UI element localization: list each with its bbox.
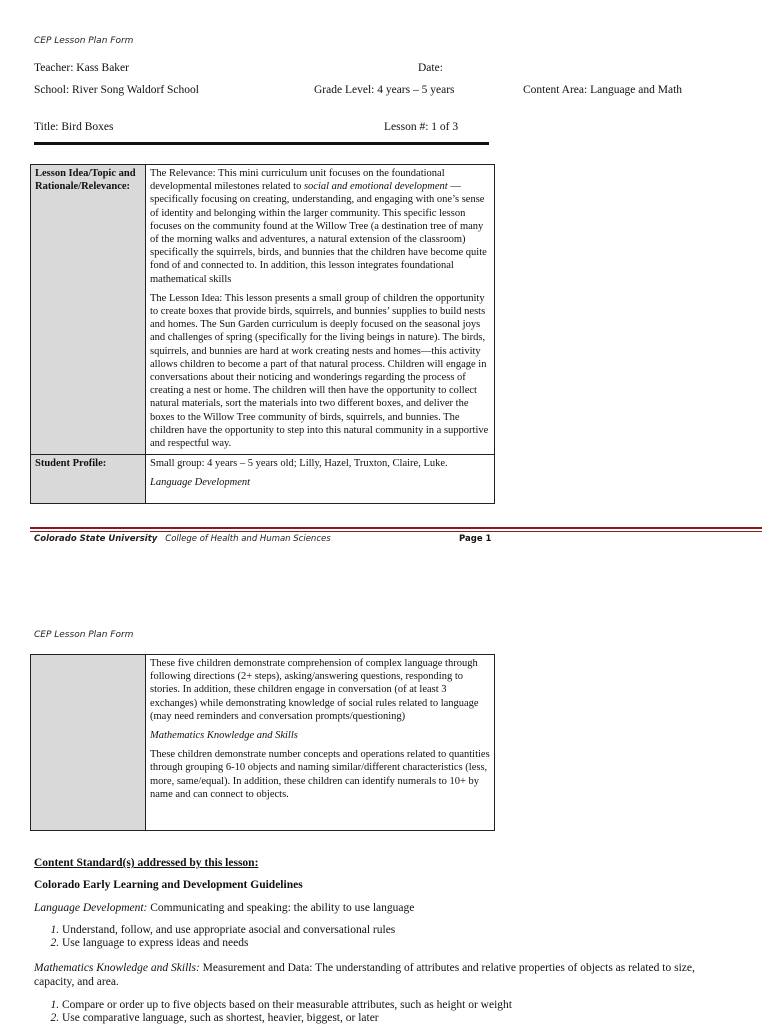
- header-rule: [34, 142, 489, 145]
- footer-department: College of Health and Human Sciences: [165, 534, 331, 544]
- student-profile-text: Small group: 4 years – 5 years old; Lilly, Hazel, Truxton, Claire, Luke.: [150, 458, 448, 470]
- blank-label-cell: [31, 655, 146, 831]
- lesson-idea-paragraph: The Lesson Idea: This lesson presents a small group of children the opportunity to create boxes that provide birds, squirrels, and bunnies’ supplies to build nests and homes. The Sun Garden curriculum is deeply focused on the seasonal joys and challenges of spring (specifically for the living beings in nature). The birds, squirrels, and bunnies are hard at work creating nests and homes—this activity allows children to become a part of that natural process. Children will engage in conversations about their noticing and wonderings regarding the process of creating a nest or home. The children will then have the opportunity to collect natural materials, sort the materials into two different boxes, and deliver the boxes to the Willow Tree community of birds, squirrels, and bunnies. The children have the opportunity to step into this natural community in a supportive and respectful way.: [150, 292, 489, 450]
- list-item: 2. Use language to express ideas and needs: [62, 937, 762, 950]
- form-title-page2: CEP Lesson Plan Form: [34, 630, 134, 640]
- relevance-paragraph: [150, 167, 490, 286]
- footer-university: Colorado State University: [34, 534, 158, 544]
- lesson-idea-cell: [146, 165, 495, 455]
- student-profile-label: Student Profile:: [31, 455, 146, 504]
- relevance-text: The Relevance: This mini curriculum unit focuses on the foundational developmental milestones related to: [150, 168, 445, 193]
- guidelines-heading: Colorado Early Learning and Development Guidelines: [34, 879, 303, 891]
- math-heading: Mathematics Knowledge and Skills: [150, 730, 298, 742]
- page-number: Page 1: [459, 534, 492, 544]
- math-standards-list: [24, 999, 762, 1025]
- lesson-idea-label: Lesson Idea/Topic and Rationale/Relevance:: [31, 165, 146, 455]
- footer-rule: [30, 527, 762, 529]
- form-title: CEP Lesson Plan Form: [34, 36, 134, 46]
- teacher-field: Teacher: Kass Baker: [34, 62, 129, 74]
- language-standard-text: Communicating and speaking: the ability to use language: [147, 902, 415, 914]
- student-profile-continued-cell: [146, 655, 495, 831]
- date-field: Date:: [418, 62, 443, 74]
- footer: [34, 534, 331, 544]
- student-profile-cell: [146, 455, 495, 504]
- lesson-title-field: Title: Bird Boxes: [34, 121, 114, 133]
- table-row: [31, 655, 495, 831]
- table-row: [31, 165, 495, 455]
- table-row: [31, 455, 495, 504]
- language-standards-list: [24, 924, 762, 950]
- list-item: 1. Compare or order up to five objects based on their measurable attributes, such as height or weight: [62, 999, 762, 1012]
- lesson-table: [30, 164, 495, 504]
- school-field: School: River Song Waldorf School: [34, 84, 199, 96]
- content-area-field: Content Area: Language and Math: [523, 84, 683, 96]
- language-development-heading: Language Development: [150, 477, 251, 489]
- grade-level-field: Grade Level: 4 years – 5 years: [314, 84, 455, 96]
- list-item: 2. Use comparative language, such as shortest, heavier, biggest, or later: [62, 1012, 762, 1025]
- footer-rule-thin: [30, 531, 762, 532]
- math-standard-label: Mathematics Knowledge and Skills:: [34, 962, 200, 974]
- math-standard-text: Measurement and Data: The understanding of attributes and relative properties of objects as related to size, capacity, and area.: [34, 962, 695, 988]
- language-standard: [34, 901, 414, 915]
- lesson-number-field: Lesson #: 1 of 3: [384, 121, 459, 133]
- lesson-table-continued: [30, 654, 495, 831]
- content-standards-heading: Content Standard(s) addressed by this lesson:: [34, 857, 259, 869]
- math-paragraph: These children demonstrate number concepts and operations related to quantities through grouping 6-10 objects and naming similar/different characteristics (less, more, same/equal). In addition, these children can identify numerals to 10+ by name and can connect to objects.: [150, 749, 490, 800]
- list-item: 1. Understand, follow, and use appropriate asocial and conversational rules: [62, 924, 762, 937]
- language-standard-label: Language Development:: [34, 902, 148, 914]
- relevance-emphasis: social and emotional development: [303, 181, 448, 193]
- language-paragraph: These five children demonstrate comprehension of complex language through following directions (2+ steps), asking/answering questions, responding to stories. In addition, these children engage in conversation (of at least 3 exchanges) while demonstrating knowledge of social rules related to language (may need reminders and conversation prompts/questioning): [150, 658, 479, 722]
- math-standard: [34, 961, 734, 989]
- relevance-text-cont: —specifically focusing on creating, understanding, and engaging with one’s sense of identity and belonging within the larger community. This specific lesson focuses on the community found at the Willow Tree (a destination tree of many of the morning walks and adventures, a natural extension of the classroom) specifically the squirrels, birds, and bunnies that the children have become quite fond of and connected to. In addition, this lesson integrates foundational mathematical skills: [150, 181, 487, 285]
